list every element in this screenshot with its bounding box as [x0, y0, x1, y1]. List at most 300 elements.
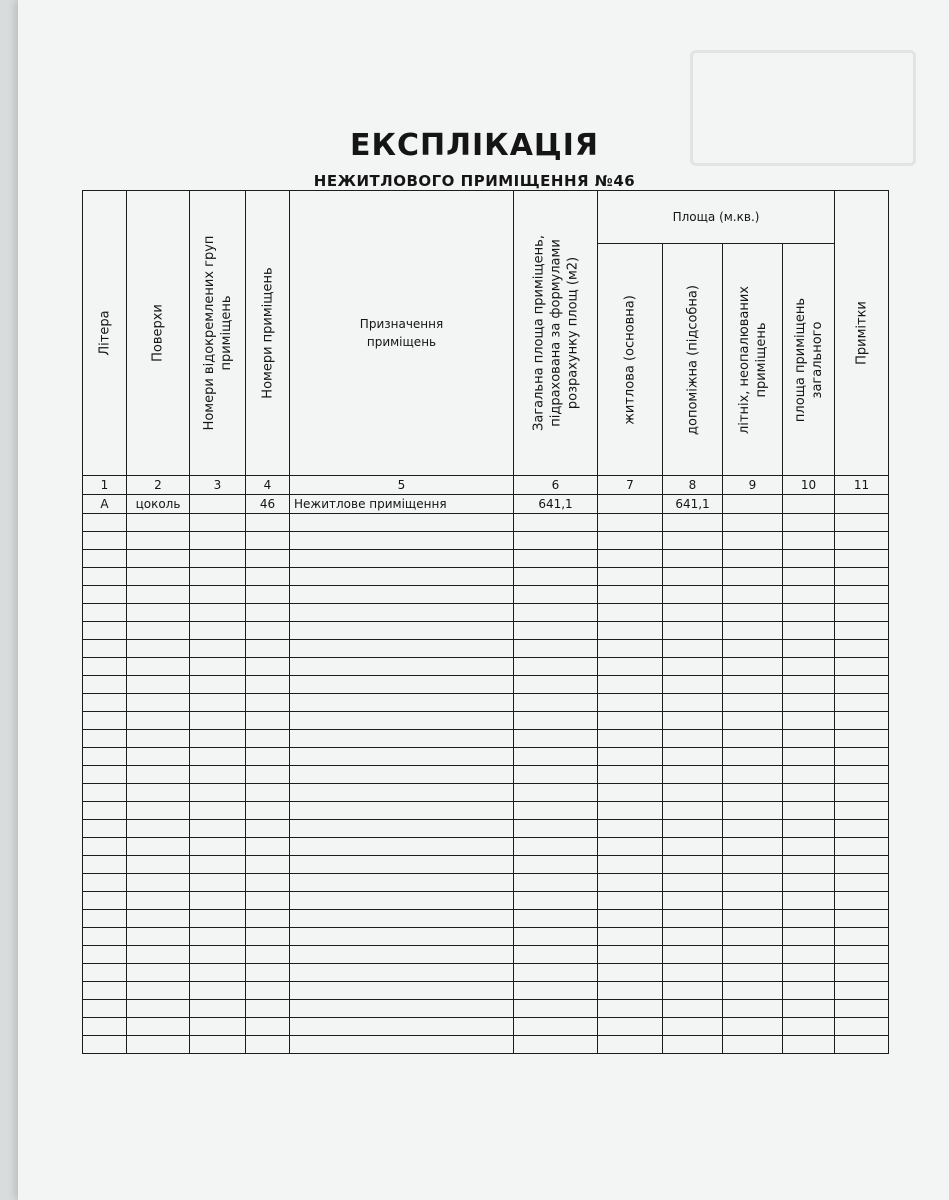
cell-common	[783, 495, 835, 514]
empty-cell	[190, 784, 246, 802]
empty-cell	[246, 838, 290, 856]
empty-table-row	[83, 550, 889, 568]
empty-cell	[723, 784, 783, 802]
empty-cell	[835, 892, 889, 910]
empty-cell	[783, 838, 835, 856]
empty-cell	[190, 532, 246, 550]
empty-cell	[190, 856, 246, 874]
empty-cell	[783, 1036, 835, 1054]
empty-cell	[127, 1000, 190, 1018]
empty-cell	[290, 1000, 514, 1018]
empty-cell	[663, 622, 723, 640]
empty-cell	[246, 802, 290, 820]
empty-cell	[598, 676, 663, 694]
empty-cell	[783, 1018, 835, 1036]
empty-cell	[246, 784, 290, 802]
empty-cell	[127, 784, 190, 802]
empty-cell	[598, 550, 663, 568]
empty-cell	[783, 622, 835, 640]
cell-purpose: Нежитлове приміщення	[290, 495, 514, 514]
empty-cell	[290, 856, 514, 874]
empty-cell	[663, 658, 723, 676]
empty-cell	[723, 892, 783, 910]
empty-table-row	[83, 640, 889, 658]
empty-cell	[190, 946, 246, 964]
empty-cell	[514, 982, 598, 1000]
empty-cell	[190, 550, 246, 568]
empty-cell	[835, 820, 889, 838]
empty-cell	[190, 838, 246, 856]
empty-table-row	[83, 874, 889, 892]
empty-cell	[835, 532, 889, 550]
empty-cell	[783, 514, 835, 532]
explication-table	[82, 190, 889, 1054]
empty-cell	[127, 928, 190, 946]
empty-cell	[723, 802, 783, 820]
column-number: 1	[83, 476, 127, 495]
empty-table-row	[83, 532, 889, 550]
empty-cell	[723, 694, 783, 712]
empty-cell	[127, 802, 190, 820]
empty-table-row	[83, 802, 889, 820]
empty-cell	[246, 874, 290, 892]
empty-cell	[190, 1018, 246, 1036]
empty-cell	[190, 1036, 246, 1054]
empty-cell	[127, 640, 190, 658]
empty-cell	[723, 514, 783, 532]
empty-table-row	[83, 928, 889, 946]
empty-cell	[83, 802, 127, 820]
empty-cell	[246, 604, 290, 622]
empty-cell	[127, 820, 190, 838]
empty-cell	[723, 640, 783, 658]
empty-cell	[83, 892, 127, 910]
cell-summer	[723, 495, 783, 514]
cell-living	[598, 495, 663, 514]
empty-cell	[663, 1000, 723, 1018]
empty-cell	[598, 802, 663, 820]
column-number: 6	[514, 476, 598, 495]
empty-cell	[783, 604, 835, 622]
empty-cell	[127, 946, 190, 964]
empty-cell	[127, 856, 190, 874]
empty-cell	[514, 1018, 598, 1036]
empty-cell	[246, 622, 290, 640]
empty-cell	[190, 982, 246, 1000]
empty-cell	[190, 748, 246, 766]
empty-cell	[835, 946, 889, 964]
empty-cell	[83, 514, 127, 532]
empty-cell	[723, 568, 783, 586]
empty-cell	[598, 712, 663, 730]
empty-cell	[783, 640, 835, 658]
empty-cell	[190, 658, 246, 676]
column-number: 8	[663, 476, 723, 495]
empty-cell	[723, 604, 783, 622]
empty-cell	[290, 550, 514, 568]
empty-cell	[190, 622, 246, 640]
empty-cell	[127, 982, 190, 1000]
empty-cell	[127, 1036, 190, 1054]
empty-cell	[835, 1000, 889, 1018]
header-purpose: Призначення приміщень	[290, 191, 514, 476]
empty-cell	[127, 676, 190, 694]
empty-cell	[246, 766, 290, 784]
empty-table-row	[83, 622, 889, 640]
empty-cell	[290, 712, 514, 730]
empty-cell	[835, 514, 889, 532]
empty-cell	[290, 1036, 514, 1054]
empty-cell	[190, 676, 246, 694]
empty-cell	[835, 964, 889, 982]
empty-cell	[290, 910, 514, 928]
cell-group	[190, 495, 246, 514]
empty-cell	[723, 856, 783, 874]
empty-cell	[190, 874, 246, 892]
empty-cell	[835, 586, 889, 604]
empty-table-row	[83, 748, 889, 766]
empty-cell	[598, 874, 663, 892]
empty-cell	[783, 658, 835, 676]
empty-cell	[598, 748, 663, 766]
header-summer: літніх, неопалюваних приміщень	[723, 244, 783, 476]
empty-cell	[514, 766, 598, 784]
empty-cell	[290, 928, 514, 946]
empty-cell	[290, 802, 514, 820]
empty-cell	[83, 550, 127, 568]
empty-cell	[723, 532, 783, 550]
empty-cell	[723, 1036, 783, 1054]
empty-cell	[598, 532, 663, 550]
empty-cell	[663, 784, 723, 802]
blank-rows	[83, 514, 889, 1054]
header-groups: Номери відокремлених груп приміщень	[190, 191, 246, 476]
empty-cell	[835, 910, 889, 928]
empty-cell	[723, 820, 783, 838]
empty-cell	[723, 658, 783, 676]
empty-cell	[83, 748, 127, 766]
empty-cell	[783, 586, 835, 604]
empty-cell	[246, 982, 290, 1000]
column-number: 10	[783, 476, 835, 495]
empty-cell	[127, 1018, 190, 1036]
empty-cell	[514, 946, 598, 964]
empty-cell	[598, 892, 663, 910]
empty-cell	[190, 568, 246, 586]
empty-cell	[514, 748, 598, 766]
empty-table-row	[83, 964, 889, 982]
empty-table-row	[83, 658, 889, 676]
table-row	[83, 495, 889, 514]
empty-cell	[190, 514, 246, 532]
empty-cell	[835, 928, 889, 946]
empty-cell	[723, 622, 783, 640]
empty-cell	[783, 982, 835, 1000]
empty-cell	[290, 514, 514, 532]
empty-cell	[598, 640, 663, 658]
empty-cell	[835, 604, 889, 622]
empty-cell	[514, 712, 598, 730]
empty-cell	[514, 856, 598, 874]
empty-cell	[723, 946, 783, 964]
empty-cell	[190, 1000, 246, 1018]
empty-cell	[127, 910, 190, 928]
empty-cell	[246, 658, 290, 676]
empty-cell	[663, 604, 723, 622]
empty-cell	[246, 1036, 290, 1054]
empty-cell	[290, 784, 514, 802]
empty-cell	[190, 910, 246, 928]
empty-cell	[290, 982, 514, 1000]
empty-cell	[127, 532, 190, 550]
empty-cell	[663, 964, 723, 982]
empty-cell	[127, 586, 190, 604]
empty-cell	[290, 892, 514, 910]
empty-cell	[783, 820, 835, 838]
empty-cell	[514, 802, 598, 820]
empty-cell	[190, 820, 246, 838]
empty-cell	[83, 1000, 127, 1018]
empty-cell	[83, 730, 127, 748]
header-total-area: Загальна площа приміщень, підрахована за формулами розрахунку площ (м2)	[514, 191, 598, 476]
empty-cell	[83, 964, 127, 982]
empty-cell	[723, 928, 783, 946]
empty-cell	[835, 640, 889, 658]
empty-table-row	[83, 694, 889, 712]
empty-cell	[127, 892, 190, 910]
empty-cell	[246, 928, 290, 946]
empty-table-row	[83, 856, 889, 874]
empty-cell	[246, 946, 290, 964]
empty-table-row	[83, 766, 889, 784]
empty-cell	[83, 910, 127, 928]
empty-cell	[783, 730, 835, 748]
empty-cell	[290, 748, 514, 766]
empty-cell	[246, 964, 290, 982]
empty-cell	[127, 658, 190, 676]
empty-cell	[246, 694, 290, 712]
column-number: 5	[290, 476, 514, 495]
empty-cell	[663, 838, 723, 856]
empty-cell	[83, 658, 127, 676]
empty-table-row	[83, 982, 889, 1000]
empty-cell	[514, 604, 598, 622]
empty-cell	[246, 748, 290, 766]
empty-cell	[83, 1036, 127, 1054]
empty-cell	[190, 640, 246, 658]
empty-cell	[83, 640, 127, 658]
column-number: 4	[246, 476, 290, 495]
empty-cell	[246, 856, 290, 874]
header-area-group: Площа (м.кв.)	[598, 191, 835, 244]
empty-cell	[514, 622, 598, 640]
empty-cell	[514, 1000, 598, 1018]
empty-cell	[783, 712, 835, 730]
empty-cell	[246, 820, 290, 838]
empty-cell	[663, 928, 723, 946]
empty-cell	[514, 838, 598, 856]
empty-cell	[127, 568, 190, 586]
column-number: 7	[598, 476, 663, 495]
empty-cell	[835, 748, 889, 766]
empty-cell	[663, 514, 723, 532]
empty-cell	[598, 1036, 663, 1054]
empty-cell	[83, 946, 127, 964]
empty-cell	[783, 748, 835, 766]
empty-cell	[663, 676, 723, 694]
empty-cell	[246, 892, 290, 910]
empty-cell	[83, 928, 127, 946]
empty-cell	[835, 766, 889, 784]
empty-cell	[83, 712, 127, 730]
empty-cell	[835, 802, 889, 820]
empty-cell	[598, 604, 663, 622]
empty-cell	[290, 640, 514, 658]
empty-cell	[723, 730, 783, 748]
empty-cell	[663, 982, 723, 1000]
empty-cell	[246, 532, 290, 550]
empty-cell	[663, 892, 723, 910]
empty-cell	[246, 730, 290, 748]
empty-cell	[514, 964, 598, 982]
empty-cell	[514, 658, 598, 676]
empty-table-row	[83, 1000, 889, 1018]
empty-cell	[83, 1018, 127, 1036]
empty-cell	[127, 550, 190, 568]
empty-cell	[290, 730, 514, 748]
header-poverkhy: Поверхи	[127, 191, 190, 476]
empty-cell	[83, 604, 127, 622]
empty-cell	[246, 586, 290, 604]
empty-cell	[723, 838, 783, 856]
empty-cell	[835, 658, 889, 676]
empty-cell	[598, 910, 663, 928]
empty-cell	[127, 838, 190, 856]
empty-cell	[190, 604, 246, 622]
empty-table-row	[83, 1036, 889, 1054]
empty-cell	[290, 658, 514, 676]
empty-table-row	[83, 604, 889, 622]
empty-cell	[127, 604, 190, 622]
empty-cell	[783, 568, 835, 586]
empty-cell	[514, 730, 598, 748]
column-number: 11	[835, 476, 889, 495]
empty-cell	[663, 694, 723, 712]
empty-cell	[783, 766, 835, 784]
empty-cell	[290, 1018, 514, 1036]
empty-cell	[835, 982, 889, 1000]
empty-cell	[663, 550, 723, 568]
column-number: 3	[190, 476, 246, 495]
empty-cell	[514, 640, 598, 658]
empty-cell	[598, 1018, 663, 1036]
empty-cell	[598, 766, 663, 784]
empty-cell	[514, 676, 598, 694]
empty-cell	[83, 676, 127, 694]
empty-cell	[83, 838, 127, 856]
empty-cell	[514, 820, 598, 838]
empty-cell	[783, 856, 835, 874]
empty-cell	[598, 568, 663, 586]
empty-cell	[127, 712, 190, 730]
empty-table-row	[83, 586, 889, 604]
empty-cell	[835, 1036, 889, 1054]
header-room-numbers: Номери приміщень	[246, 191, 290, 476]
empty-table-row	[83, 568, 889, 586]
empty-cell	[663, 532, 723, 550]
header-common: площа приміщень загального	[783, 244, 835, 476]
empty-cell	[127, 964, 190, 982]
empty-cell	[598, 946, 663, 964]
empty-cell	[83, 532, 127, 550]
empty-cell	[514, 784, 598, 802]
empty-cell	[783, 532, 835, 550]
header-auxiliary: допоміжна (підсобна)	[663, 244, 723, 476]
cell-litera: А	[83, 495, 127, 514]
empty-cell	[190, 730, 246, 748]
empty-cell	[783, 802, 835, 820]
empty-cell	[190, 694, 246, 712]
empty-table-row	[83, 712, 889, 730]
empty-cell	[598, 586, 663, 604]
empty-cell	[514, 928, 598, 946]
empty-table-row	[83, 946, 889, 964]
empty-cell	[723, 712, 783, 730]
empty-cell	[514, 532, 598, 550]
empty-cell	[783, 784, 835, 802]
empty-table-row	[83, 730, 889, 748]
empty-cell	[835, 622, 889, 640]
empty-cell	[83, 874, 127, 892]
empty-cell	[598, 982, 663, 1000]
empty-cell	[598, 658, 663, 676]
empty-cell	[83, 586, 127, 604]
column-number: 9	[723, 476, 783, 495]
empty-cell	[835, 712, 889, 730]
empty-cell	[127, 766, 190, 784]
header-notes: Примітки	[835, 191, 889, 476]
cell-total-area: 641,1	[514, 495, 598, 514]
empty-cell	[723, 964, 783, 982]
cell-room: 46	[246, 495, 290, 514]
empty-cell	[598, 964, 663, 982]
empty-cell	[598, 514, 663, 532]
empty-cell	[598, 820, 663, 838]
empty-cell	[598, 1000, 663, 1018]
empty-cell	[83, 766, 127, 784]
empty-cell	[663, 1018, 723, 1036]
empty-cell	[83, 622, 127, 640]
empty-cell	[835, 550, 889, 568]
empty-cell	[663, 766, 723, 784]
empty-cell	[127, 748, 190, 766]
empty-table-row	[83, 838, 889, 856]
empty-table-row	[83, 892, 889, 910]
empty-cell	[83, 568, 127, 586]
empty-cell	[246, 550, 290, 568]
empty-cell	[290, 820, 514, 838]
empty-cell	[783, 694, 835, 712]
empty-cell	[835, 874, 889, 892]
empty-cell	[663, 1036, 723, 1054]
empty-cell	[835, 1018, 889, 1036]
empty-cell	[663, 712, 723, 730]
empty-cell	[127, 622, 190, 640]
empty-cell	[246, 514, 290, 532]
empty-cell	[783, 892, 835, 910]
document-title: ЕКСПЛІКАЦІЯ	[349, 128, 600, 163]
empty-cell	[246, 712, 290, 730]
